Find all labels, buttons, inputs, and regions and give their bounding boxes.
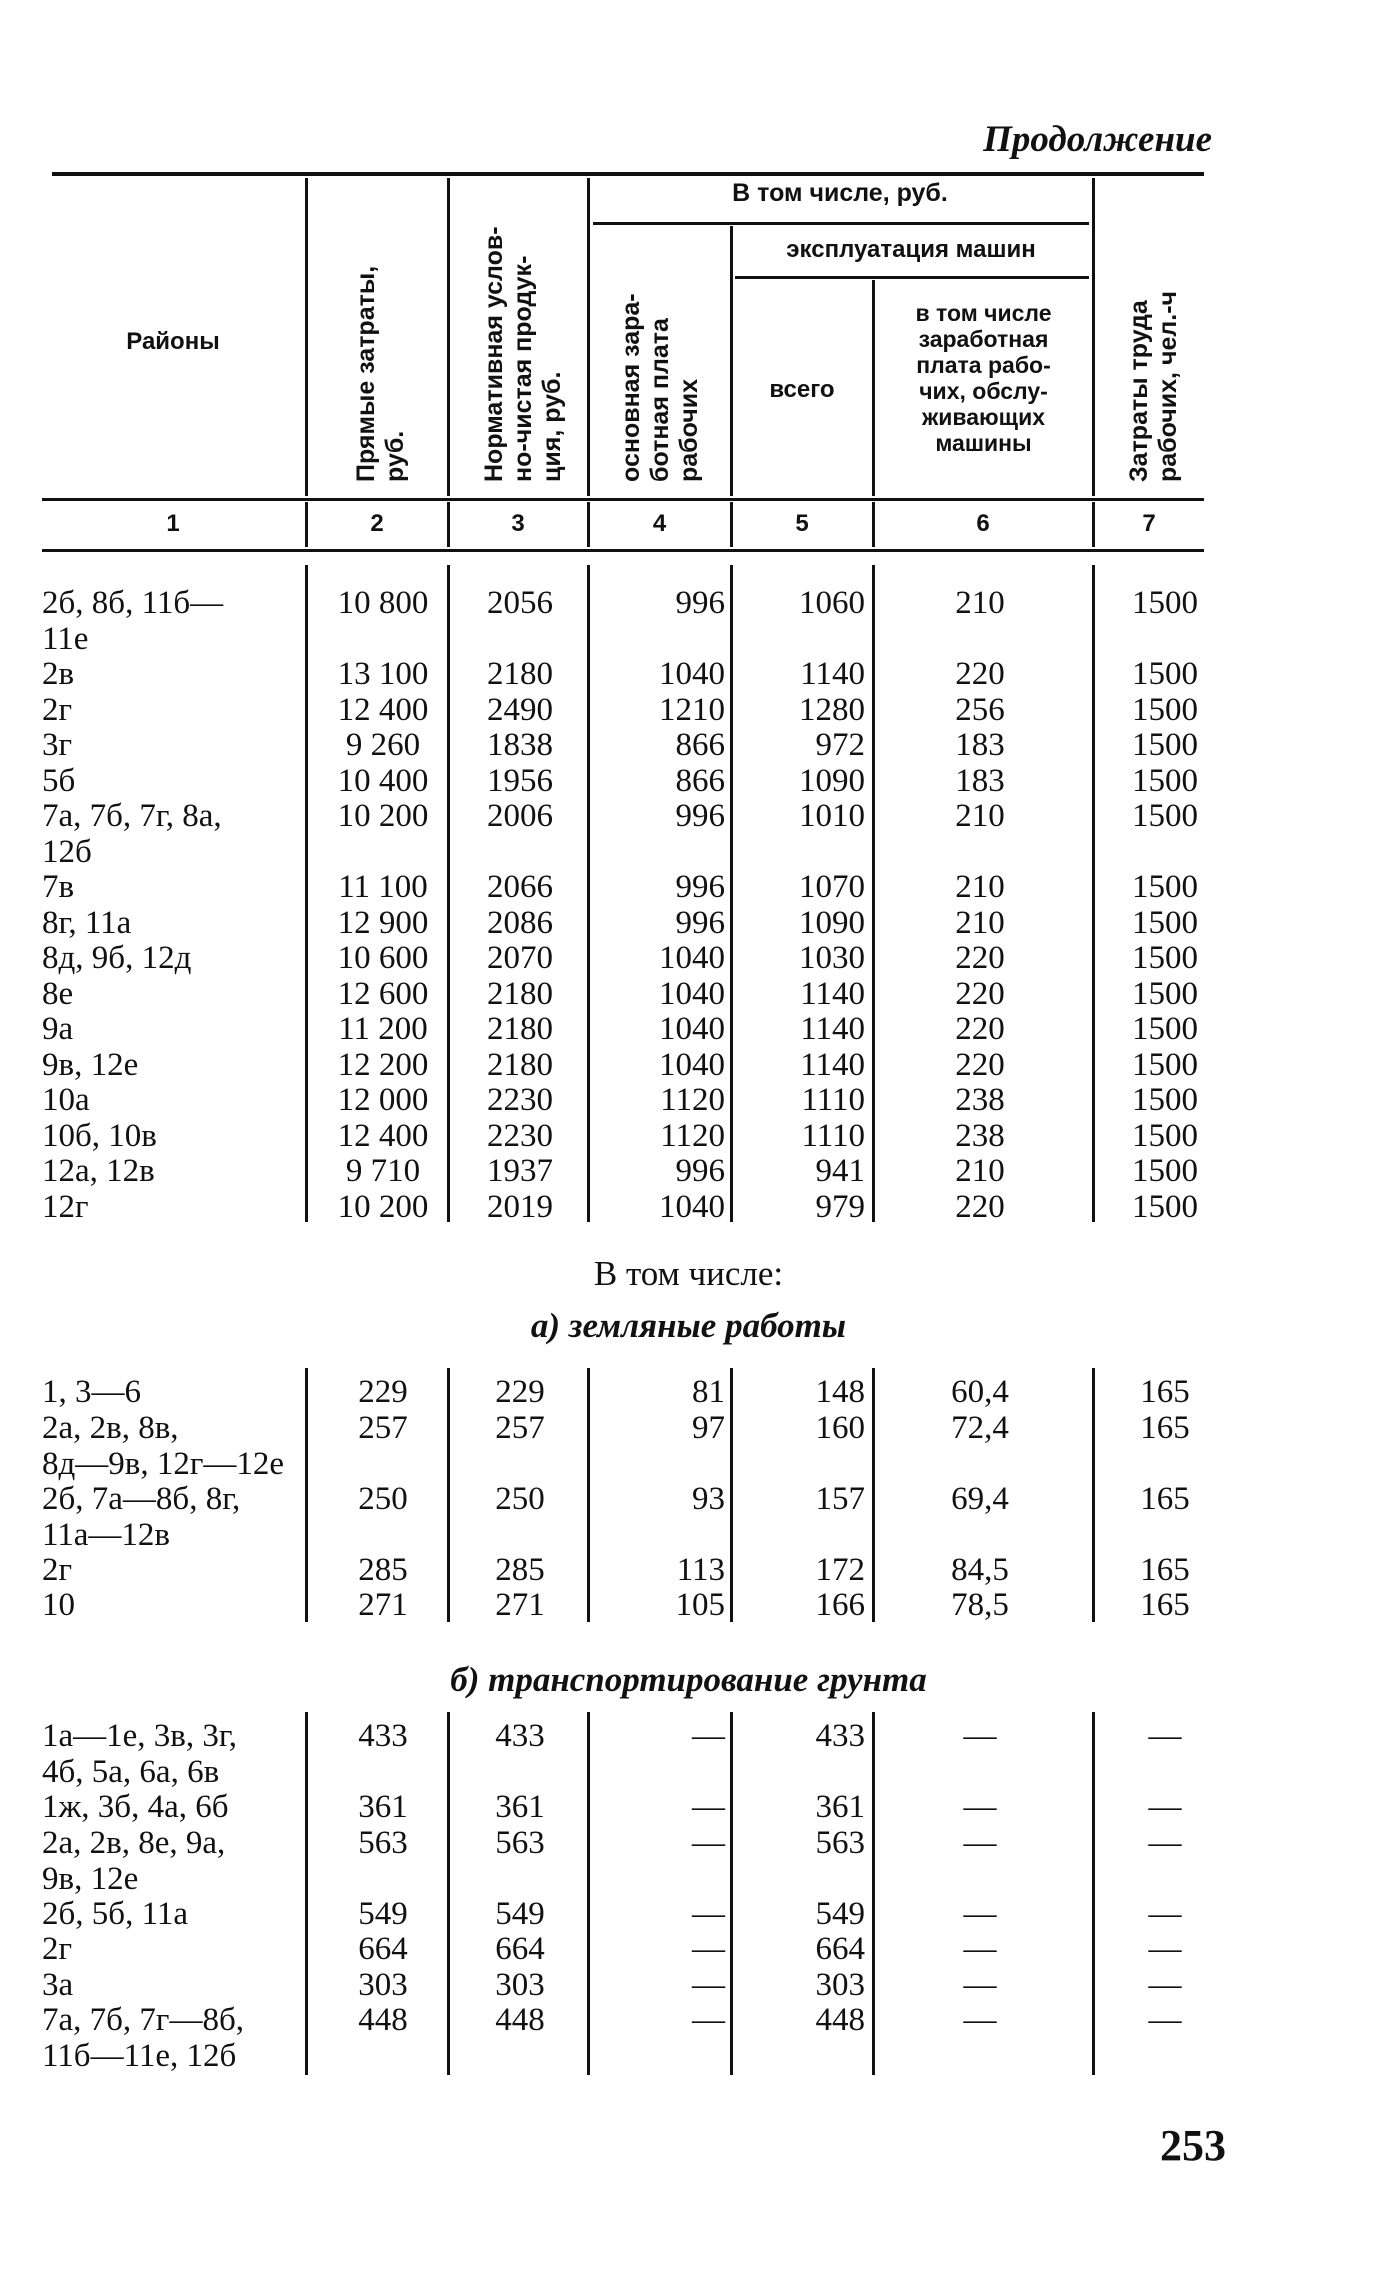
value-cell: 664 (495, 1931, 545, 1967)
value-cell: 448 (358, 2002, 408, 2038)
value-cell: 361 (815, 1789, 865, 1825)
value-cell: 1500 (1132, 904, 1198, 941)
district-cell: 2г (42, 1931, 73, 1967)
value-cell: 238 (955, 1117, 1005, 1154)
value-cell: 1140 (800, 1011, 865, 1047)
value-cell: 996 (675, 798, 725, 834)
district-cell: 2б, 7а—8б, 8г, 11а—12в (42, 1480, 241, 1553)
value-cell: 160 (815, 1409, 865, 1446)
value-cell: 361 (358, 1789, 408, 1825)
value-cell: 257 (495, 1409, 545, 1446)
table-row (0, 1824, 1377, 1897)
value-cell: 549 (358, 1895, 408, 1932)
value-cell: 1500 (1132, 727, 1198, 763)
value-cell: 229 (495, 1374, 545, 1410)
table-row (0, 1896, 1377, 1932)
value-cell: 10 200 (337, 1188, 429, 1225)
value-cell: 979 (815, 1188, 865, 1225)
value-cell: 2180 (487, 975, 553, 1012)
value-cell: 165 (1140, 1480, 1190, 1517)
value-cell: — (1148, 1718, 1182, 1754)
value-cell: 1500 (1132, 691, 1198, 728)
value-cell: 9 710 (345, 1153, 421, 1189)
value-cell: 220 (955, 1188, 1005, 1225)
table-row (0, 1374, 1377, 1410)
table-row (0, 905, 1377, 941)
value-cell: 448 (815, 2002, 865, 2038)
value-cell: 60,4 (951, 1374, 1009, 1410)
table-row (0, 1789, 1377, 1825)
table-row (0, 1011, 1377, 1047)
value-cell: 1040 (659, 975, 725, 1012)
district-cell: 8д, 9б, 12д (42, 940, 192, 976)
value-cell: 220 (955, 975, 1005, 1012)
value-cell: 549 (495, 1895, 545, 1932)
value-cell: 1838 (487, 727, 553, 763)
value-cell: 996 (675, 1153, 725, 1189)
table-row (0, 798, 1377, 870)
value-cell: 250 (495, 1480, 545, 1517)
value-cell: 271 (495, 1587, 545, 1623)
value-cell: 2490 (487, 691, 553, 728)
value-cell: — (1148, 1931, 1182, 1967)
value-cell: 183 (955, 762, 1005, 799)
value-cell: — (963, 1824, 997, 1861)
value-cell: 563 (495, 1824, 545, 1861)
table-row (0, 1587, 1377, 1623)
value-cell: 93 (692, 1480, 725, 1517)
top-rule (52, 172, 1204, 176)
value-cell: — (692, 1931, 725, 1967)
value-cell: 172 (815, 1551, 865, 1588)
district-cell: 2а, 2в, 8е, 9а, 9в, 12е (42, 1824, 226, 1897)
value-cell: 972 (815, 727, 865, 763)
value-cell: 448 (495, 2002, 545, 2038)
base-wage-header: основная зара- ботная плата рабочих (617, 293, 703, 482)
value-cell: 12 200 (337, 1046, 429, 1083)
value-cell: 433 (815, 1718, 865, 1754)
value-cell: 1040 (659, 940, 725, 976)
value-cell: — (692, 1718, 725, 1754)
value-cell: 166 (815, 1587, 865, 1623)
value-cell: 220 (955, 1011, 1005, 1047)
header-divider (1092, 178, 1095, 496)
value-cell: — (1148, 1895, 1182, 1932)
value-cell: 12 400 (337, 1117, 429, 1154)
table-row (0, 1480, 1377, 1553)
value-cell: 1040 (659, 1011, 725, 1047)
value-cell: 2006 (487, 798, 553, 834)
value-cell: — (1148, 1824, 1182, 1861)
value-cell: 210 (955, 798, 1005, 834)
table-row (0, 1931, 1377, 1967)
value-cell: 1937 (487, 1153, 553, 1189)
header-divider (587, 178, 590, 496)
value-cell: 2056 (487, 585, 553, 621)
machines-header: эксплуатация машин (786, 236, 1036, 263)
value-cell: 1030 (799, 940, 865, 976)
table-row (0, 585, 1377, 657)
value-cell: 1120 (660, 1082, 725, 1118)
value-cell: 1500 (1132, 762, 1198, 799)
value-cell: 165 (1140, 1409, 1190, 1446)
value-cell: — (963, 1895, 997, 1932)
value-cell: 10 200 (337, 798, 429, 834)
value-cell: 2180 (487, 656, 553, 692)
value-cell: 81 (692, 1374, 725, 1410)
value-cell: 1210 (659, 691, 725, 728)
district-cell: 2г (42, 1551, 73, 1588)
value-cell: 1110 (801, 1117, 865, 1154)
table-row (0, 869, 1377, 905)
district-cell: 5б (42, 762, 76, 799)
table-row (0, 1552, 1377, 1588)
district-cell: 2а, 2в, 8в, 8д—9в, 12г—12е (42, 1409, 285, 1482)
value-cell: 10 800 (337, 585, 429, 621)
value-cell: 1500 (1132, 1046, 1198, 1083)
incl-wage-header: в том числе заработная плата рабо- чих, обслу- живающих машины (915, 300, 1052, 456)
district-cell: 2б, 8б, 11б— 11е (42, 585, 224, 657)
value-cell: 1500 (1132, 585, 1198, 621)
value-cell: — (692, 1824, 725, 1861)
value-cell: 12 600 (337, 975, 429, 1012)
numbers-bottom-rule (42, 549, 1204, 552)
district-cell: 2в (42, 656, 75, 692)
district-cell: 7а, 7б, 7г, 8а, 12б (42, 798, 222, 870)
value-cell: 303 (815, 1966, 865, 2003)
table-row (0, 1118, 1377, 1154)
table-row (0, 1082, 1377, 1118)
col-number: 2 (370, 510, 384, 537)
district-cell: 12а, 12в (42, 1153, 155, 1189)
value-cell: — (963, 2002, 997, 2038)
table-row (0, 1153, 1377, 1189)
machines-rule (735, 276, 1089, 279)
value-cell: 12 400 (337, 691, 429, 728)
value-cell: — (1148, 1789, 1182, 1825)
value-cell: — (963, 1931, 997, 1967)
value-cell: 69,4 (951, 1480, 1009, 1517)
value-cell: 433 (495, 1718, 545, 1754)
value-cell: 361 (495, 1789, 545, 1825)
table-row (0, 976, 1377, 1012)
value-cell: 165 (1140, 1551, 1190, 1588)
value-cell: 1090 (799, 904, 865, 941)
value-cell: 10 400 (337, 762, 429, 799)
value-cell: 220 (955, 656, 1005, 692)
value-cell: 1500 (1132, 1011, 1198, 1047)
value-cell: 1110 (801, 1082, 865, 1118)
section-a-title: а) земляные работы (530, 1306, 847, 1345)
value-cell: 12 900 (337, 904, 429, 941)
district-cell: 9а (42, 1011, 74, 1047)
district-cell: 3а (42, 1966, 74, 2003)
section-b-title: б) транспортирование грунта (450, 1660, 927, 1699)
district-cell: 10б, 10в (42, 1117, 157, 1154)
total-header: всего (769, 376, 835, 403)
district-cell: 8г, 11а (42, 904, 132, 941)
value-cell: 433 (358, 1718, 408, 1754)
value-cell: 210 (955, 869, 1005, 905)
normative-header: Нормативная услов- но-чистая продук- ция, руб. (480, 226, 566, 482)
value-cell: 78,5 (951, 1587, 1009, 1623)
district-cell: 1, 3—6 (42, 1374, 141, 1410)
header-divider (305, 178, 308, 496)
districts-header: Районы (126, 328, 220, 355)
value-cell: 183 (955, 727, 1005, 763)
district-cell: 10а (42, 1082, 90, 1118)
value-cell: 1500 (1132, 869, 1198, 905)
value-cell: 1140 (800, 656, 865, 692)
value-cell: 1140 (800, 1046, 865, 1083)
value-cell: 941 (815, 1153, 865, 1189)
col-number: 5 (795, 510, 809, 537)
value-cell: — (963, 1718, 997, 1754)
value-cell: 105 (675, 1587, 725, 1623)
district-cell: 8е (42, 975, 74, 1012)
value-cell: 563 (358, 1824, 408, 1861)
district-cell: 7в (42, 869, 75, 905)
value-cell: 1956 (487, 762, 553, 799)
table-row (0, 2002, 1377, 2074)
value-cell: 1120 (660, 1117, 725, 1154)
value-cell: 250 (358, 1480, 408, 1517)
value-cell: 549 (815, 1895, 865, 1932)
value-cell: 229 (358, 1374, 408, 1410)
value-cell: 1500 (1132, 1188, 1198, 1225)
value-cell: — (1148, 2002, 1182, 2038)
value-cell: 1040 (659, 656, 725, 692)
value-cell: 2070 (487, 940, 553, 976)
district-cell: 2г (42, 691, 73, 728)
district-cell: 12г (42, 1188, 89, 1225)
value-cell: 996 (675, 869, 725, 905)
header-divider (730, 226, 733, 496)
value-cell: 664 (358, 1931, 408, 1967)
district-cell: 1а—1е, 3в, 3г, 4б, 5а, 6а, 6в (42, 1718, 237, 1790)
district-cell: 10 (42, 1587, 75, 1623)
value-cell: 1040 (659, 1188, 725, 1225)
col-number: 7 (1142, 510, 1156, 537)
value-cell: 13 100 (337, 656, 429, 692)
value-cell: 271 (358, 1587, 408, 1623)
page-number: 253 (1160, 2121, 1226, 2170)
value-cell: 563 (815, 1824, 865, 1861)
value-cell: 285 (495, 1551, 545, 1588)
table-row (0, 727, 1377, 763)
value-cell: 97 (692, 1409, 725, 1446)
value-cell: — (692, 1789, 725, 1825)
value-cell: 113 (676, 1551, 725, 1588)
header-divider (872, 280, 875, 496)
table-row (0, 1047, 1377, 1083)
value-cell: — (692, 1895, 725, 1932)
district-cell: 7а, 7б, 7г—8б, 11б—11е, 12б (42, 2002, 245, 2074)
value-cell: 2180 (487, 1046, 553, 1083)
value-cell: 1500 (1132, 1082, 1198, 1118)
value-cell: 285 (358, 1551, 408, 1588)
value-cell: 12 000 (337, 1082, 429, 1118)
value-cell: 1040 (659, 1046, 725, 1083)
value-cell: 303 (358, 1966, 408, 2003)
col-number: 1 (166, 510, 180, 537)
value-cell: — (1148, 1966, 1182, 2003)
value-cell: 996 (675, 585, 725, 621)
table-row (0, 1189, 1377, 1225)
col-number: 6 (976, 510, 990, 537)
value-cell: 1500 (1132, 940, 1198, 976)
table-row (0, 1718, 1377, 1790)
value-cell: 84,5 (951, 1551, 1009, 1588)
value-cell: 866 (675, 762, 725, 799)
table-row (0, 1967, 1377, 2003)
value-cell: 1090 (799, 762, 865, 799)
incl-header: В том числе, руб. (732, 179, 948, 207)
value-cell: 2066 (487, 869, 553, 905)
header-bottom-rule (42, 498, 1204, 501)
value-cell: 2230 (487, 1082, 553, 1118)
table-row (0, 1409, 1377, 1482)
value-cell: 9 260 (345, 727, 421, 763)
labor-header: Затраты труда рабочих, чел.-ч (1125, 290, 1182, 482)
col-number: 4 (652, 510, 667, 537)
continuation-label: Продолжение (983, 119, 1212, 160)
district-cell: 2б, 5б, 11а (42, 1895, 189, 1932)
value-cell: 996 (675, 904, 725, 941)
value-cell: 157 (815, 1480, 865, 1517)
table-row (0, 692, 1377, 728)
value-cell: 866 (675, 727, 725, 763)
value-cell: 165 (1140, 1374, 1190, 1410)
value-cell: 1280 (799, 691, 865, 728)
value-cell: 10 600 (337, 940, 429, 976)
value-cell: 220 (955, 1046, 1005, 1083)
incl-rule (593, 222, 1089, 225)
district-cell: 1ж, 3б, 4а, 6б (42, 1789, 229, 1825)
value-cell: — (963, 1789, 997, 1825)
value-cell: 1070 (799, 869, 865, 905)
value-cell: 1500 (1132, 1153, 1198, 1189)
value-cell: 210 (955, 1153, 1005, 1189)
value-cell: 210 (955, 904, 1005, 941)
value-cell: 256 (955, 691, 1005, 728)
value-cell: 2019 (487, 1188, 553, 1225)
value-cell: 1010 (799, 798, 865, 834)
header-divider (447, 178, 450, 496)
value-cell: 2086 (487, 904, 553, 941)
table-row (0, 763, 1377, 799)
value-cell: 11 200 (338, 1011, 428, 1047)
value-cell: 1140 (800, 975, 865, 1012)
col-number: 3 (511, 510, 525, 537)
value-cell: 11 100 (338, 869, 428, 905)
value-cell: 148 (815, 1374, 865, 1410)
incl-title: В том числе: (593, 1254, 784, 1293)
value-cell: 1500 (1132, 975, 1198, 1012)
table-row (0, 656, 1377, 692)
value-cell: — (692, 2002, 725, 2038)
value-cell: 1500 (1132, 798, 1198, 834)
value-cell: — (692, 1966, 725, 2003)
value-cell: 220 (955, 940, 1005, 976)
value-cell: 2230 (487, 1117, 553, 1154)
value-cell: 72,4 (951, 1409, 1009, 1446)
value-cell: 257 (358, 1409, 408, 1446)
value-cell: 2180 (487, 1011, 553, 1047)
value-cell: 165 (1140, 1587, 1190, 1623)
value-cell: 303 (495, 1966, 545, 2003)
table-row (0, 940, 1377, 976)
value-cell: 1060 (799, 585, 865, 621)
district-cell: 3г (42, 727, 73, 763)
value-cell: 1500 (1132, 1117, 1198, 1154)
district-cell: 9в, 12е (42, 1046, 139, 1083)
value-cell: 210 (955, 585, 1005, 621)
direct-costs-header: Прямые затраты, руб. (352, 265, 409, 482)
value-cell: 238 (955, 1082, 1005, 1118)
value-cell: — (963, 1966, 997, 2003)
value-cell: 664 (815, 1931, 865, 1967)
value-cell: 1500 (1132, 656, 1198, 692)
